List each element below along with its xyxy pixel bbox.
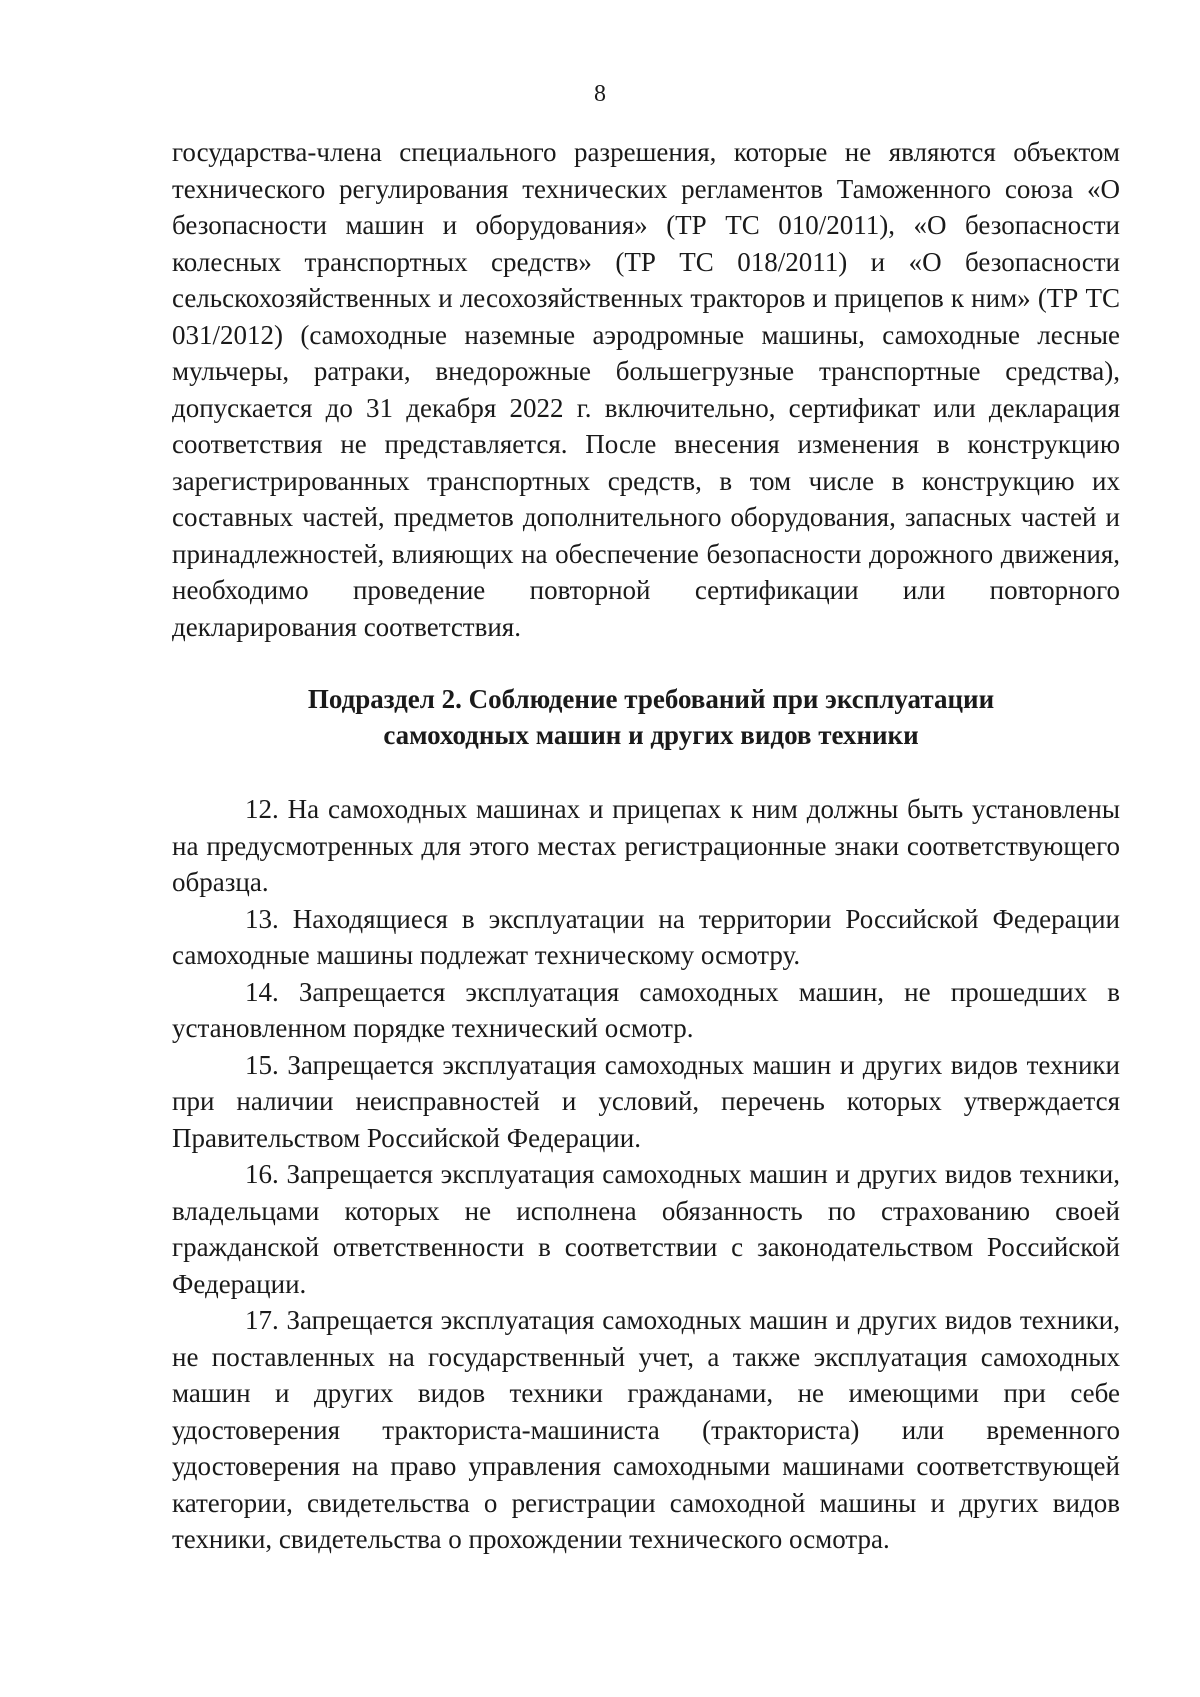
paragraph-12: 12. На самоходных машинах и прицепах к ним должны быть установлены на предусмотренных для этого местах регистрационные знаки соответствующего образца. [172,794,1120,897]
intro-paragraph: государства-члена специального разрешения, которые не являются объектом технического регулирования технических регламентов Таможенного союза «О безопасности машин и оборудования» (ТР ТС 010/2011), «О безопасности колесных транспортных средств» (ТР ТС 018/2011) и «О безопасности сельскохозяйственных и лесохозяйственных тракторов и прицепов к ним» (ТР ТС 031/2012) (самоходные наземные аэродромные машины, самоходные лесные мульчеры, ратраки, внедорожные большегрузные транспортные средства), допускается до 31 декабря 2022 г. включительно, сертификат или декларация соответствия не представляется. После внесения изменения в конструкцию зарегистрированных транспортных средств, в том числе в конструкцию их составных частей, предметов дополнительного оборудования, запасных частей и принадлежностей, влияющих на обеспечение безопасности дорожного движения, необходимо проведение повторной сертификации или повторного декларирования соответствия. [172,137,1120,642]
section-heading-line-1: Подраздел 2. Соблюдение требований при эксплуатации [307,684,995,714]
paragraph-14: 14. Запрещается эксплуатация самоходных машин, не прошедших в установленном порядке технический осмотр. [172,976,1120,1043]
paragraph-15: 15. Запрещается эксплуатация самоходных машин и других видов техники при наличии неисправностей и условий, перечень которых утверждается Правительством Российской Федерации. [172,1049,1120,1153]
section-heading [172,681,1120,753]
document-body [172,134,1120,1558]
paragraph-17: 17. Запрещается эксплуатация самоходных машин и других видов техники, не поставленных на государственный учет, а также эксплуатация самоходных машин и других видов техники гражданами, не имеющими при себе удостоверения тракториста-машиниста (тракториста) или временного удостоверения на право управления самоходными машинами соответствующей категории, свидетельства о регистрации самоходной машины и других видов техники, свидетельства о прохождении технического осмотра. [172,1305,1120,1554]
section-heading-line-2: самоходных машин и других видов техники [383,720,919,750]
paragraph-16: 16. Запрещается эксплуатация самоходных машин и других видов техники, владельцами которых не исполнена обязанность по страхованию своей гражданской ответственности в соответствии с законодательством Российской Федерации. [172,1159,1120,1299]
page-number: 8 [594,81,606,107]
paragraph-13: 13. Находящиеся в эксплуатации на территории Российской Федерации самоходные машины подлежат техническому осмотру. [172,903,1120,970]
